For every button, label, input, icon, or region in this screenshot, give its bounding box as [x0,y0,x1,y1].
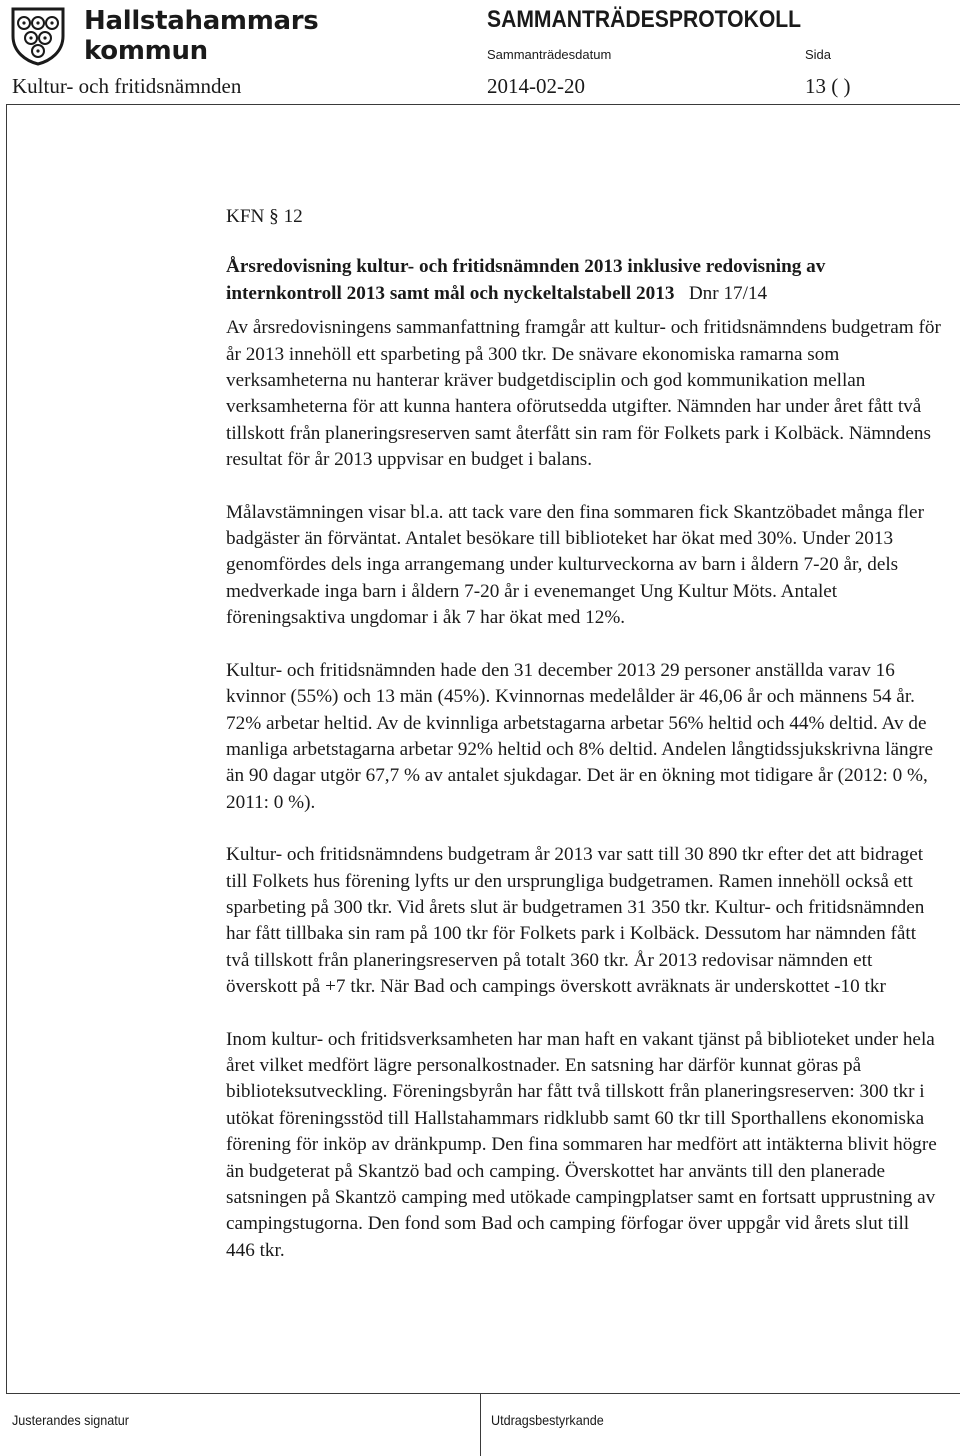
municipality-logo [8,4,319,66]
section-number: KFN § 12 [226,206,303,227]
document-type: SAMMANTRÄDESPROTOKOLL [487,6,802,33]
page-label: Sida [805,47,832,62]
section-title [226,254,942,307]
excerpt-verification-label: Utdragsbestyrkande [491,1412,604,1428]
protocol-body [226,204,942,1290]
municipality-name-line2: kommun [84,36,208,66]
paragraph-summary: Av årsredovisningens sammanfattning framgår att kultur- och fritidsnämndens budgetram för år 2013 innehöll ett sparbeting på 300 tkr. De snävare ekonomiska ramarna som verksamheterna nu hanterar kräver budgetdisciplin och god kommunikation mellan verksamheterna för att kunna hantera oförutsedda utgifter. Nämnden har under året fått två tillskott från planeringsreserven samt återfått sin ram för Folkets park i Kolbäck. Nämndens resultat för år 2013 uppvisar en budget i balans. [226,317,941,471]
meeting-date: 2014-02-20 [487,74,585,98]
left-margin-line [6,104,7,1394]
diary-number: Dnr 17/14 [688,282,768,304]
committee-name: Kultur- och fritidsnämnden [12,74,242,98]
header-divider [6,104,960,105]
paragraph-operations: Inom kultur- och fritidsverksamheten har man haft en vakant tjänst på biblioteket under hela året vilket medfört lägre personalkostnader. En satsning har därför kunnat göras på biblioteksutveckling. Föreningsbyrån har fått två tillskott från planeringsreserven: 300 tkr i utökat föreningsstöd till Hallstahammars ridklubb samt 60 tkr till Sporthallens ekonomiska förening för inköp av dränkpump. Den fina sommaren har medfört att intäkterna blivit högre än budgeterat på Skantzö bad och camping. Överskottet har använts till den planerade satsningen på Skantzö camping med utökade campingplatser samt en fortsatt upprustning av campingstugorna. Den fond som Bad och camping förfogar över uppgår vid årets slut till 446 tkr. [226,1028,937,1261]
municipal-crest-icon [10,6,66,66]
signature-label: Justerandes signatur [12,1412,129,1428]
municipality-name-line1: Hallstahammars [84,6,319,36]
footer-divider [6,1393,960,1394]
paragraph-staff: Kultur- och fritidsnämnden hade den 31 december 2013 29 personer anställda varav 16 kvinnor (55%) och 13 män (45%). Kvinnornas medelålder är 46,06 år och männens 54 år. 72% arbetar heltid. Av de kvinnliga arbetstagarna arbetar 56% heltid och 44% deltid. Av de manliga arbetstagarna arbetar 92% heltid och 8% deltid. Andelen långtidssjukskrivna längre än 90 dagar utgör 67,7 % av antalet sjukdagar. Det är en ökning mot tidigare år (2012: 0 %, 2011: 0 %). [226,659,934,813]
footer-center-divider [480,1393,481,1456]
municipality-name [84,6,318,66]
paragraph-budget: Kultur- och fritidsnämndens budgetram år 2013 var satt till 30 890 tkr efter det att bidraget till Folkets hus förening lyfts ur den ursprungliga budgetramen. Ramen innehöll också ett sparbeting på 300 tkr. Vid årets slut är budgetramen 31 350 tkr. Kultur- och fritidsnämnden har fått tillbaka sin ram på 100 tkr för Folkets park i Kolbäck. Dessutom har nämnden fått två tillskott från planeringsreserven på totalt 360 tkr. År 2013 redovisar nämnden ett överskott på +7 tkr. När Bad och campings överskott avräknats är underskottet -10 tkr [226,844,925,998]
meeting-date-label: Sammanträdesdatum [487,47,612,62]
page-number: 13 ( ) [805,74,851,98]
paragraph-goals: Målavstämningen visar bl.a. att tack vare den fina sommaren fick Skantzöbadet många fler badgäster än förväntat. Antalet besökare till biblioteket har ökat med 30%. Under 2013 genomfördes dels inga arrangemang under kulturveckorna av barn i åldern 7-20 år, dels medverkade inga barn i åldern 7-20 år i evenemanget Ung Kultur Möts. Antalet föreningsaktiva ungdomar i åk 7 har ökat med 12%. [226,501,924,629]
section-title-text: Årsredovisning kultur- och fritidsnämnden 2013 inklusive redovisning av internkontroll 2013 samt mål och nyckeltalstabell 2013 [226,256,826,304]
